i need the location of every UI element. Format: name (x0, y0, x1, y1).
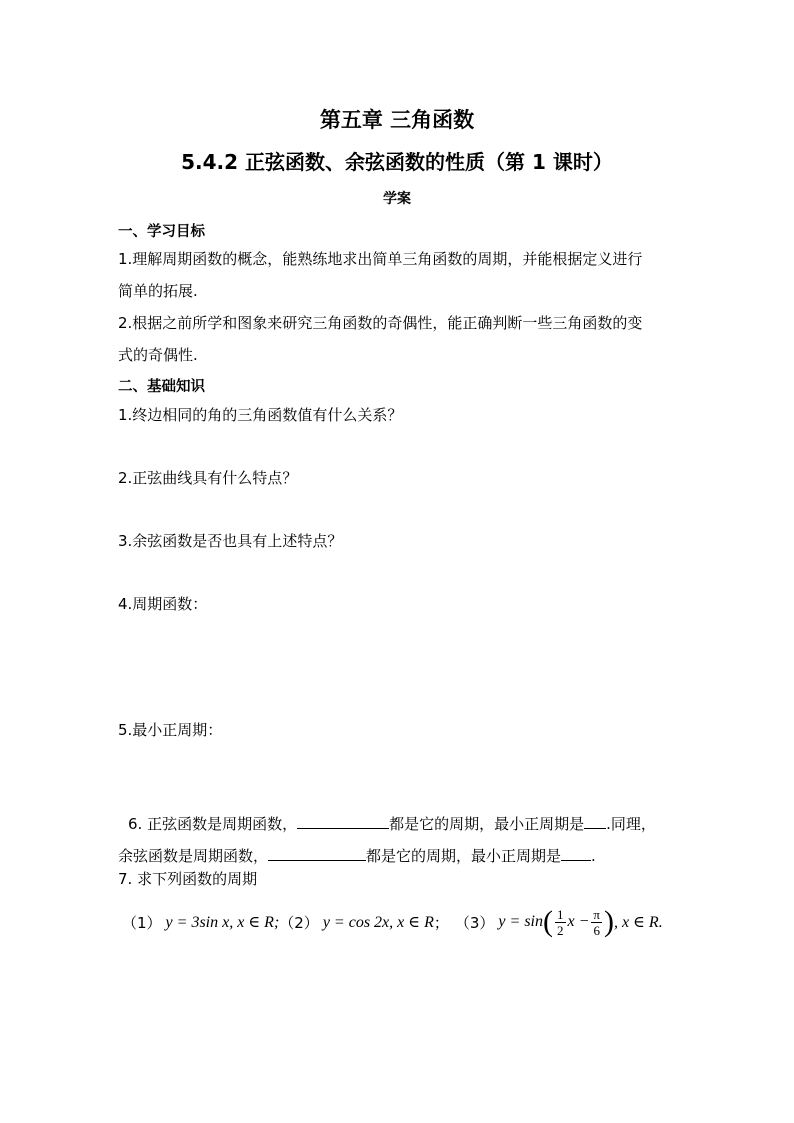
question-1: 1.终边相同的角的三角函数值有什么关系？ (118, 406, 403, 424)
problem-2-label: （2） (279, 913, 319, 932)
q6-text-c: .同理， (606, 815, 656, 833)
question-7: 7. 求下列函数的周期 (118, 870, 258, 888)
fraction-pi-over-six (591, 907, 602, 938)
q6-text-b: 都是它的周期，最小正周期是 (389, 815, 585, 833)
objective-2-line-2: 式的奇偶性. (118, 346, 198, 364)
objectives-heading: 一、学习目标 (118, 224, 205, 240)
problem-3-function: y = sin (498, 913, 543, 930)
objective-1-line-1: 1.理解周期函数的概念，能熟练地求出简单三角函数的周期，并能根据定义进行 (118, 250, 643, 268)
q6-blank-min-period[interactable] (584, 812, 606, 829)
problem-1-expression: y = 3sin x, x ∈ R; (165, 914, 280, 931)
q6-text-a: 6. 正弦函数是周期函数， (128, 815, 298, 833)
q6-text-e: 都是它的周期，最小正周期是 (366, 847, 562, 865)
objective-1-line-2: 简单的拓展. (118, 282, 198, 300)
question-6-line-2 (118, 844, 596, 866)
basics-heading: 二、基础知识 (118, 379, 205, 395)
fraction-numerator: 1 (557, 906, 564, 922)
q6-blank-cos-periods[interactable] (268, 844, 366, 861)
fraction-denominator: 2 (557, 922, 564, 938)
problem-1-label: （1） (122, 913, 162, 932)
problem-3-middle: x − (567, 913, 590, 930)
fraction-one-half (555, 907, 566, 938)
question-6-line-1 (128, 812, 656, 834)
question-2: 2.正弦曲线具有什么特点？ (118, 469, 298, 487)
problem-3-label: （3） (454, 913, 495, 932)
problem-2-expression: y = cos 2x, x ∈ R (322, 914, 434, 931)
chapter-title: 第五章 三角函数 (319, 108, 475, 132)
pi-denominator: 6 (593, 922, 600, 938)
question-5: 5.最小正周期： (118, 721, 223, 739)
problem-separator: ； (433, 913, 449, 932)
problem-3-tail: , x ∈ R. (613, 914, 663, 931)
close-paren-icon: ) (603, 905, 614, 938)
q6-text-f: . (591, 847, 596, 865)
q6-blank-periods[interactable] (297, 812, 389, 829)
pi-numerator: π (593, 906, 600, 922)
section-title: 5.4.2 正弦函数、余弦函数的性质（第 1 课时） (181, 150, 613, 174)
q6-blank-cos-min-period[interactable] (561, 844, 591, 861)
problem-list (122, 902, 663, 942)
open-paren-icon: ( (543, 905, 553, 938)
doc-type-label: 学案 (383, 191, 411, 207)
q6-text-d: 余弦函数是周期函数， (118, 847, 269, 865)
question-3: 3.余弦函数是否也具有上述特点？ (118, 532, 343, 550)
question-4: 4.周期函数： (118, 595, 208, 613)
objective-2-line-1: 2.根据之前所学和图象来研究三角函数的奇偶性，能正确判断一些三角函数的变 (118, 314, 643, 332)
